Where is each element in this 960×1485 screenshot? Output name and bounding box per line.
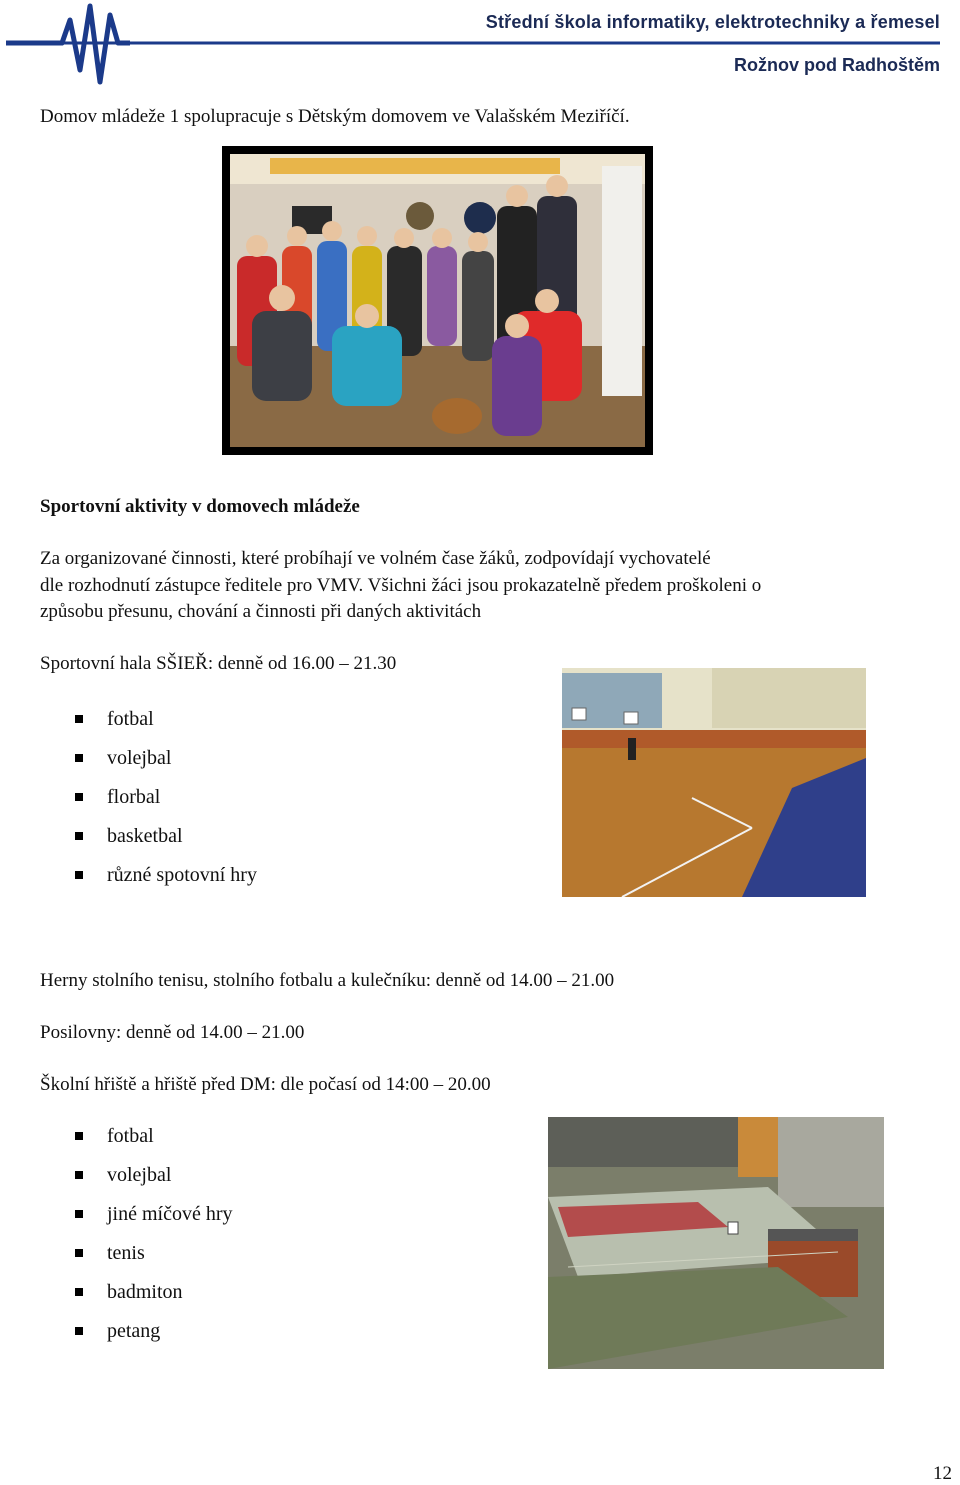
- list-item: basketbal: [40, 823, 257, 862]
- outdoor-hours: Školní hřiště a hřiště před DM: dle počasí od 14:00 – 20.00: [40, 1074, 491, 1095]
- school-name: Střední škola informatiky, elektrotechniky a řemesel: [485, 12, 940, 32]
- sport-paragraph-line-3: způsobu přesunu, chování a činnosti při daných aktivitách: [40, 601, 482, 622]
- list-item: různé spotovní hry: [40, 862, 257, 901]
- group-photo: [222, 146, 653, 455]
- sport-paragraph-line-1: Za organizované činnosti, které probíhají ve volném čase žáků, zodpovídají vychovatelé: [40, 548, 711, 569]
- list-item: tenis: [40, 1240, 233, 1279]
- list-item: fotbal: [40, 1123, 233, 1162]
- playground-photo: [548, 1117, 884, 1369]
- table-games-room: Herny stolního tenisu, stolního fotbalu a kulečníku: denně od 14.00 – 21.00: [40, 970, 615, 991]
- hall-label: Sportovní hala SŠIEŘ: denně od 16.00 – 21.30: [40, 653, 397, 674]
- list-item: volejbal: [40, 745, 257, 784]
- sports-hall-photo: [562, 668, 866, 897]
- sport-paragraph-line-2: dle rozhodnutí zástupce ředitele pro VMV. Všichni žáci jsou prokazatelně předem proškoleni o: [40, 575, 762, 596]
- list-item: jiné míčové hry: [40, 1201, 233, 1240]
- list-item: florbal: [40, 784, 257, 823]
- list-item: fotbal: [40, 706, 257, 745]
- sport-heading: Sportovní aktivity v domovech mládeže: [40, 496, 360, 517]
- hall-activity-list: [40, 706, 257, 901]
- list-item: petang: [40, 1318, 233, 1357]
- school-town: Rožnov pod Radhoštěm: [734, 55, 940, 75]
- page-number: 12: [933, 1463, 952, 1484]
- list-item: badmiton: [40, 1279, 233, 1318]
- outdoor-activity-list: [40, 1123, 233, 1357]
- list-item: volejbal: [40, 1162, 233, 1201]
- gym-hours: Posilovny: denně od 14.00 – 21.00: [40, 1022, 305, 1043]
- intro-text: Domov mládeže 1 spolupracuje s Dětským domovem ve Valašském Meziříčí.: [40, 106, 630, 127]
